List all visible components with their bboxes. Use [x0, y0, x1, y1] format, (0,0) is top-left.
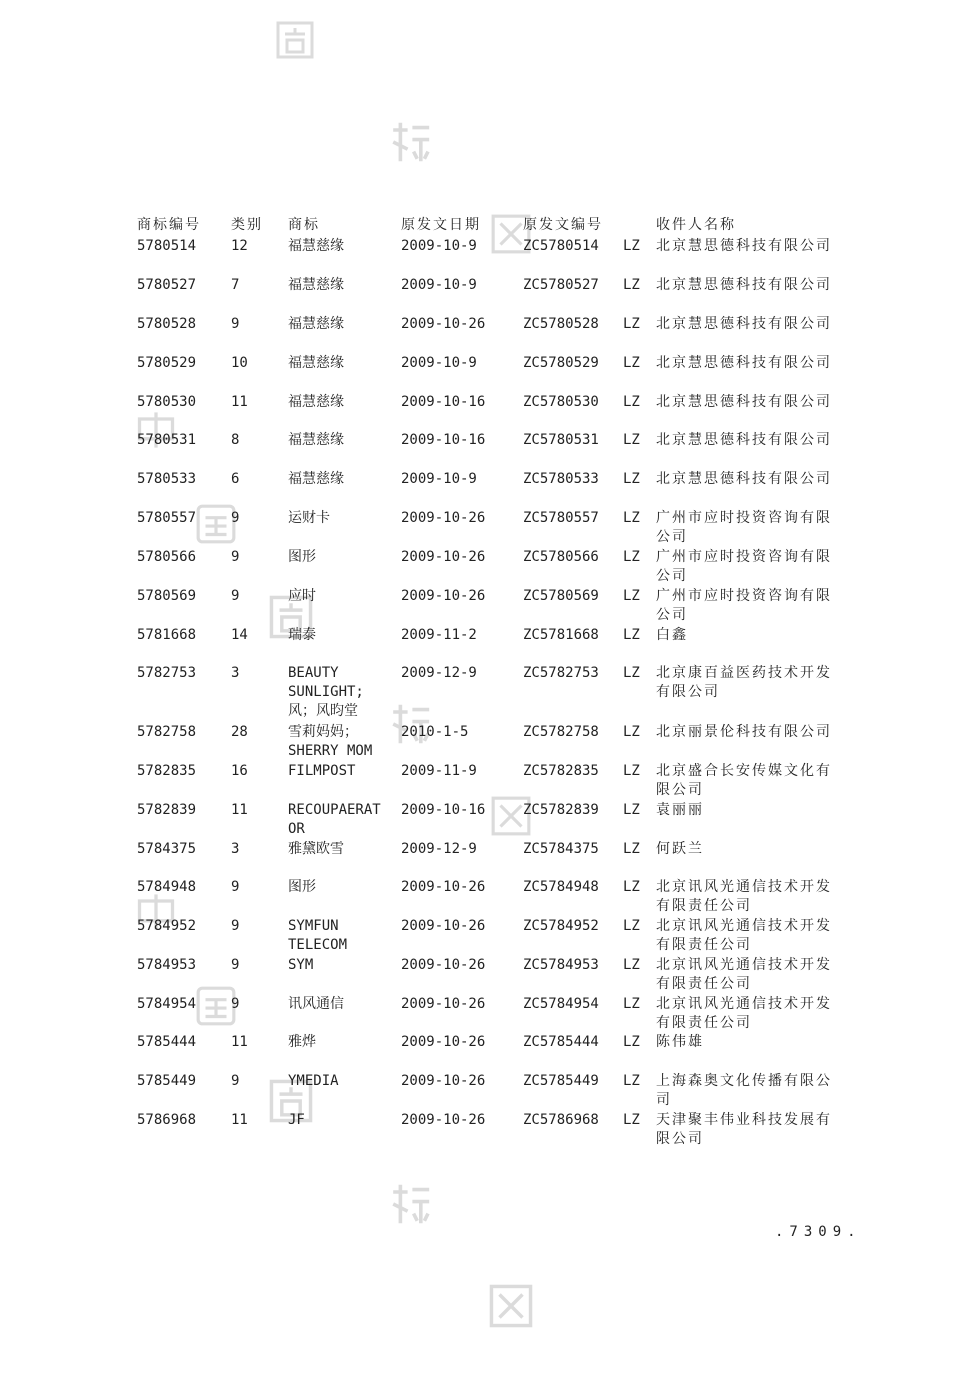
doc-number: ZC5780531 — [523, 432, 599, 448]
recipient-name: 北京慧思德科技有限公司 — [656, 355, 832, 371]
trademark-id: 5782835 — [137, 763, 197, 779]
doc-number: ZC5780528 — [523, 316, 599, 332]
recipient-name: 上海森奥文化传播有限公司 — [656, 1073, 832, 1108]
issue-date: 2009-10-26 — [401, 316, 486, 332]
doc-type: LZ — [623, 1034, 640, 1050]
class-number: 9 — [231, 1073, 240, 1089]
doc-type: LZ — [623, 394, 640, 410]
issue-date: 2010-1-5 — [401, 724, 469, 740]
trademark-name: 讯风通信 — [288, 996, 344, 1012]
class-number: 9 — [231, 510, 240, 526]
doc-number: ZC5782835 — [523, 763, 599, 779]
doc-number: ZC5780566 — [523, 549, 599, 565]
trademark-name: RECOUPAERAT OR — [288, 802, 381, 837]
doc-type: LZ — [623, 588, 640, 604]
class-number: 8 — [231, 432, 240, 448]
issue-date: 2009-11-9 — [401, 763, 477, 779]
trademark-id: 5782839 — [137, 802, 197, 818]
header-date: 原发文日期 — [401, 217, 481, 233]
doc-number: ZC5782753 — [523, 665, 599, 681]
recipient-name: 广州市应时投资咨询有限公司 — [656, 510, 832, 545]
trademark-name: JF — [288, 1112, 305, 1128]
class-number: 11 — [231, 1112, 248, 1128]
doc-number: ZC5780527 — [523, 277, 599, 293]
issue-date: 2009-10-26 — [401, 1073, 486, 1089]
issue-date: 2009-10-9 — [401, 238, 477, 254]
doc-number: ZC5784954 — [523, 996, 599, 1012]
issue-date: 2009-11-2 — [401, 627, 477, 643]
recipient-name: 北京讯风光通信技术开发有限责任公司 — [656, 918, 832, 953]
trademark-name: 福慧慈缘 — [288, 238, 344, 254]
doc-number: ZC5781668 — [523, 627, 599, 643]
doc-number: ZC5785449 — [523, 1073, 599, 1089]
recipient-name: 北京慧思德科技有限公司 — [656, 432, 832, 448]
issue-date: 2009-10-9 — [401, 277, 477, 293]
page-number: .7309. — [775, 1224, 862, 1240]
doc-number: ZC5782758 — [523, 724, 599, 740]
issue-date: 2009-10-26 — [401, 510, 486, 526]
trademark-name: 福慧慈缘 — [288, 355, 344, 371]
class-number: 9 — [231, 918, 240, 934]
header-id: 商标编号 — [137, 217, 201, 233]
trademark-name: 雪莉妈妈； SHERRY MOM — [288, 724, 373, 759]
trademark-name: SYMFUN TELECOM — [288, 918, 348, 953]
trademark-id: 5780566 — [137, 549, 197, 565]
recipient-name: 北京慧思德科技有限公司 — [656, 471, 832, 487]
recipient-name: 北京讯风光通信技术开发有限责任公司 — [656, 879, 832, 914]
issue-date: 2009-12-9 — [401, 841, 477, 857]
issue-date: 2009-10-26 — [401, 1112, 486, 1128]
trademark-id: 5784948 — [137, 879, 197, 895]
doc-type: LZ — [623, 957, 640, 973]
recipient-name: 北京慧思德科技有限公司 — [656, 394, 832, 410]
trademark-name: 应时 — [288, 588, 316, 604]
trademark-id: 5784954 — [137, 996, 197, 1012]
doc-number: ZC5780557 — [523, 510, 599, 526]
doc-number: ZC5782839 — [523, 802, 599, 818]
trademark-id: 5780569 — [137, 588, 197, 604]
doc-number: ZC5786968 — [523, 1112, 599, 1128]
class-number: 10 — [231, 355, 248, 371]
doc-number: ZC5784375 — [523, 841, 599, 857]
class-number: 11 — [231, 802, 248, 818]
class-number: 11 — [231, 1034, 248, 1050]
issue-date: 2009-10-26 — [401, 1034, 486, 1050]
trademark-id: 5780531 — [137, 432, 197, 448]
doc-number: ZC5780533 — [523, 471, 599, 487]
doc-type: LZ — [623, 238, 640, 254]
recipient-name: 广州市应时投资咨询有限公司 — [656, 549, 832, 584]
issue-date: 2009-10-26 — [401, 879, 486, 895]
doc-number: ZC5784948 — [523, 879, 599, 895]
watermark-icon — [385, 118, 435, 166]
issue-date: 2009-12-9 — [401, 665, 477, 681]
trademark-name: YMEDIA — [288, 1073, 339, 1089]
recipient-name: 何跃兰 — [656, 841, 704, 857]
trademark-id: 5785444 — [137, 1034, 197, 1050]
trademark-id: 5780529 — [137, 355, 197, 371]
trademark-id: 5781668 — [137, 627, 197, 643]
doc-type: LZ — [623, 996, 640, 1012]
class-number: 6 — [231, 471, 240, 487]
recipient-name: 北京康百益医药技术开发有限公司 — [656, 665, 832, 700]
doc-type: LZ — [623, 277, 640, 293]
class-number: 3 — [231, 841, 240, 857]
trademark-id: 5782758 — [137, 724, 197, 740]
class-number: 28 — [231, 724, 248, 740]
trademark-name: 瑞泰 — [288, 627, 316, 643]
doc-type: LZ — [623, 471, 640, 487]
issue-date: 2009-10-16 — [401, 394, 486, 410]
doc-type: LZ — [623, 355, 640, 371]
doc-type: LZ — [623, 918, 640, 934]
trademark-name: 福慧慈缘 — [288, 471, 344, 487]
doc-type: LZ — [623, 432, 640, 448]
trademark-id: 5784952 — [137, 918, 197, 934]
trademark-name: FILMPOST — [288, 763, 356, 779]
class-number: 9 — [231, 879, 240, 895]
doc-type: LZ — [623, 802, 640, 818]
class-number: 9 — [231, 588, 240, 604]
recipient-name: 北京盛合长安传媒文化有限公司 — [656, 763, 832, 798]
trademark-name: BEAUTY SUNLIGHT; 风；风昀堂 — [288, 665, 364, 719]
trademark-id: 5784953 — [137, 957, 197, 973]
issue-date: 2009-10-16 — [401, 432, 486, 448]
trademark-name: 运财卡 — [288, 510, 330, 526]
trademark-name: 图形 — [288, 549, 316, 565]
watermark-icon — [275, 20, 315, 60]
doc-number: ZC5780514 — [523, 238, 599, 254]
trademark-id: 5780533 — [137, 471, 197, 487]
trademark-name: 福慧慈缘 — [288, 394, 344, 410]
trademark-name: 福慧慈缘 — [288, 316, 344, 332]
recipient-name: 白鑫 — [656, 627, 688, 643]
issue-date: 2009-10-26 — [401, 957, 486, 973]
recipient-name: 北京讯风光通信技术开发有限责任公司 — [656, 957, 832, 992]
doc-number: ZC5784952 — [523, 918, 599, 934]
recipient-name: 北京慧思德科技有限公司 — [656, 238, 832, 254]
class-number: 9 — [231, 316, 240, 332]
doc-type: LZ — [623, 665, 640, 681]
trademark-id: 5780530 — [137, 394, 197, 410]
doc-number: ZC5784953 — [523, 957, 599, 973]
trademark-id: 5780528 — [137, 316, 197, 332]
header-recipient: 收件人名称 — [656, 217, 736, 233]
recipient-name: 天津聚丰伟业科技发展有限公司 — [656, 1112, 832, 1147]
trademark-id: 5780514 — [137, 238, 197, 254]
trademark-id: 5785449 — [137, 1073, 197, 1089]
doc-number: ZC5780529 — [523, 355, 599, 371]
trademark-name: 雅烨 — [288, 1034, 316, 1050]
issue-date: 2009-10-26 — [401, 588, 486, 604]
class-number: 9 — [231, 957, 240, 973]
class-number: 9 — [231, 996, 240, 1012]
recipient-name: 北京丽景伦科技有限公司 — [656, 724, 832, 740]
doc-type: LZ — [623, 549, 640, 565]
class-number: 7 — [231, 277, 240, 293]
issue-date: 2009-10-9 — [401, 471, 477, 487]
recipient-name: 北京讯风光通信技术开发有限责任公司 — [656, 996, 832, 1031]
doc-type: LZ — [623, 724, 640, 740]
issue-date: 2009-10-26 — [401, 918, 486, 934]
doc-type: LZ — [623, 763, 640, 779]
watermark-icon — [488, 1280, 534, 1332]
recipient-name: 广州市应时投资咨询有限公司 — [656, 588, 832, 623]
doc-type: LZ — [623, 510, 640, 526]
header-doc-number: 原发文编号 — [523, 217, 603, 233]
recipient-name: 陈伟雄 — [656, 1034, 704, 1050]
trademark-id: 5780527 — [137, 277, 197, 293]
trademark-id: 5782753 — [137, 665, 197, 681]
class-number: 16 — [231, 763, 248, 779]
class-number: 11 — [231, 394, 248, 410]
doc-number: ZC5780569 — [523, 588, 599, 604]
issue-date: 2009-10-16 — [401, 802, 486, 818]
watermark-icon — [385, 1180, 435, 1228]
trademark-name: 福慧慈缘 — [288, 432, 344, 448]
recipient-name: 袁丽丽 — [656, 802, 704, 818]
header-class: 类别 — [231, 217, 263, 233]
trademark-name: 图形 — [288, 879, 316, 895]
issue-date: 2009-10-9 — [401, 355, 477, 371]
doc-number: ZC5780530 — [523, 394, 599, 410]
trademark-id: 5786968 — [137, 1112, 197, 1128]
issue-date: 2009-10-26 — [401, 996, 486, 1012]
doc-type: LZ — [623, 879, 640, 895]
trademark-name: 雅黛欧雪 — [288, 841, 344, 857]
trademark-id: 5784375 — [137, 841, 197, 857]
doc-type: LZ — [623, 627, 640, 643]
header-trademark: 商标 — [288, 217, 320, 233]
recipient-name: 北京慧思德科技有限公司 — [656, 316, 832, 332]
doc-type: LZ — [623, 1073, 640, 1089]
doc-type: LZ — [623, 1112, 640, 1128]
trademark-name: SYM — [288, 957, 314, 973]
doc-type: LZ — [623, 841, 640, 857]
issue-date: 2009-10-26 — [401, 549, 486, 565]
doc-type: LZ — [623, 316, 640, 332]
trademark-name: 福慧慈缘 — [288, 277, 344, 293]
doc-number: ZC5785444 — [523, 1034, 599, 1050]
class-number: 14 — [231, 627, 248, 643]
class-number: 12 — [231, 238, 248, 254]
recipient-name: 北京慧思德科技有限公司 — [656, 277, 832, 293]
trademark-id: 5780557 — [137, 510, 197, 526]
class-number: 3 — [231, 665, 240, 681]
class-number: 9 — [231, 549, 240, 565]
